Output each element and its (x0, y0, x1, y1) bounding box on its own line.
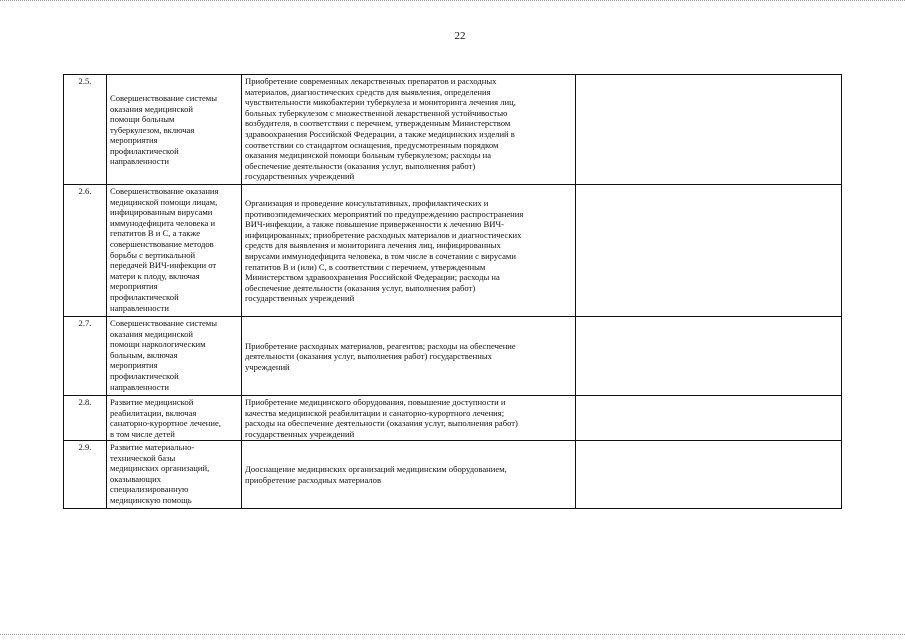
measure-description: Приобретение расходных материалов, реагентов; расходы на обеспечение деятельности (оказания услуг, выполнения работ) государственных учреждений (242, 317, 576, 396)
measure-name: Совершенствование системы оказания медицинской помощи больным туберкулезом, включая мероприятия профилактической направленности (107, 75, 242, 185)
table-row-2-9 (64, 441, 842, 509)
table-row-2-6 (64, 185, 842, 317)
measure-name: Развитие материально- технической базы медицинских организаций, оказывающих специализированную медицинскую помощь (107, 441, 242, 509)
measure-note (576, 441, 842, 509)
table-row-2-5 (64, 75, 842, 185)
row-number: 2.7. (64, 317, 107, 396)
scan-edge-top (0, 0, 905, 3)
measure-note (576, 185, 842, 317)
program-measures-table (63, 74, 842, 509)
row-number: 2.8. (64, 396, 107, 441)
measure-name: Совершенствование системы оказания медицинской помощи наркологическим больным, включая мероприятия профилактической направленности (107, 317, 242, 396)
row-number: 2.9. (64, 441, 107, 509)
measure-description: Приобретение современных лекарственных препаратов и расходных материалов, диагностических средств для выявления, определения чувствительности микобактерии туберкулеза и мониторинга лечения лиц, больных туберкулезом с множественной лекарственной устойчивостью возбудителя, в соответствии с перечнем, утвержденным Министерством здравоохранения Российской Федерации, а также медицинских изделий в соответствии со стандартом оснащения, предусмотренным порядком оказания медицинской помощи больным туберкулезом; расходы на обеспечение деятельности (оказания услуг, выполнения работ) государственных учреждений (242, 75, 576, 185)
measure-name: Совершенствование оказания медицинской помощи лицам, инфицированным вирусами иммунодефицита человека и гепатитов В и С, а также совершенствование методов борьбы с вертикальной передачей ВИЧ-инфекции от матери к плоду, включая мероприятия профилактической направленности (107, 185, 242, 317)
scan-edge-bottom (0, 634, 905, 637)
page-number: 22 (454, 30, 466, 42)
measure-note (576, 75, 842, 185)
table-row-2-8 (64, 396, 842, 441)
row-number: 2.5. (64, 75, 107, 185)
measure-name: Развитие медицинской реабилитации, включая санаторно-курортное лечение, в том числе детей (107, 396, 242, 441)
measure-description: Приобретение медицинского оборудования, повышение доступности и качества медицинской реабилитации и санаторно-курортного лечения; расходы на обеспечение деятельности (оказания услуг, выполнения работ) государственных учреждений (242, 396, 576, 441)
measure-description: Дооснащение медицинских организаций медицинским оборудованием, приобретение расходных материалов (242, 441, 576, 509)
measure-note (576, 396, 842, 441)
row-number: 2.6. (64, 185, 107, 317)
table-row-2-7 (64, 317, 842, 396)
measure-description: Организация и проведение консультативных, профилактических и противоэпидемических мероприятий по предупреждению распространения ВИЧ-инфекции, а также повышение приверженности к лечению ВИЧ- инфицированных; приобретение расходных материалов и диагностических средств для выявления и мониторинга лечения лиц, инфицированных вирусами иммунодефицита человека, в том числе в сочетании с вирусами гепатитов В и (или) С, в соответствии с перечнем, утвержденным Министерством здравоохранения Российской Федерации; расходы на обеспечение деятельности (оказания услуг, выполнения работ) государственных учреждений (242, 185, 576, 317)
measure-note (576, 317, 842, 396)
